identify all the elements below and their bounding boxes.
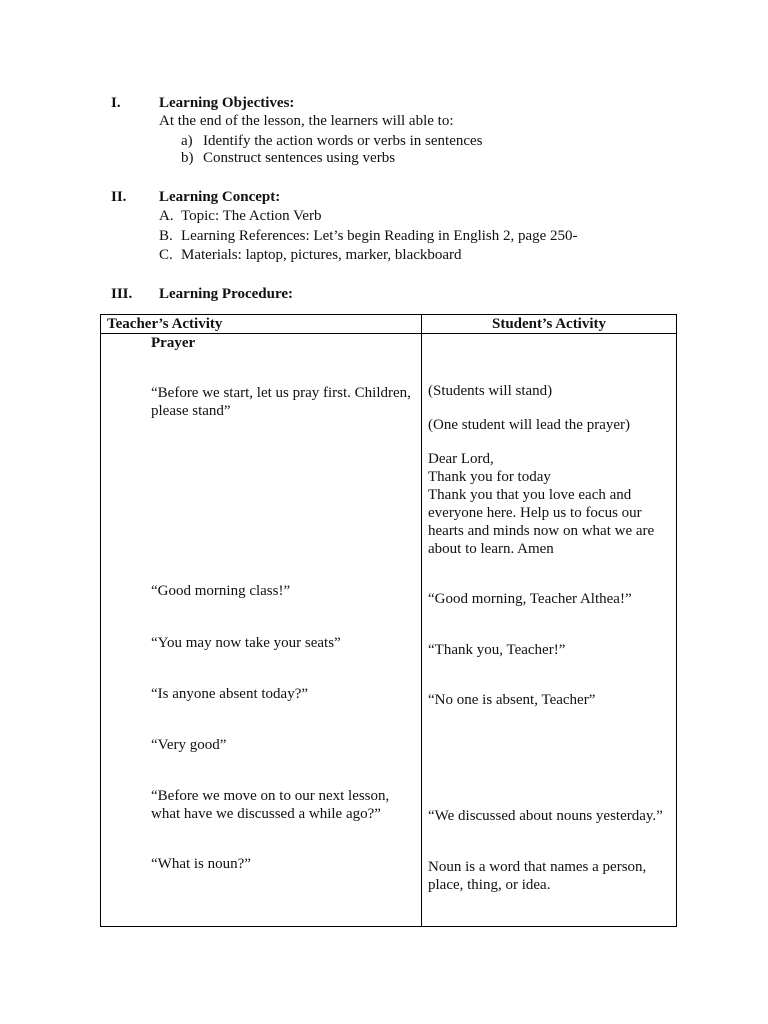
teacher-entry (151, 634, 341, 652)
student-entry (428, 641, 565, 659)
entry-line: “No one is absent, Teacher” (428, 692, 596, 708)
entry-line: hearts and minds now on what we are (428, 523, 655, 539)
column-header-student: Student’s Activity (491, 316, 607, 332)
list-item: Construct sentences using verbs (203, 150, 396, 166)
prayer-label: Prayer (151, 335, 196, 351)
student-entry (428, 382, 552, 400)
list-item: Topic: The Action Verb (181, 208, 322, 224)
entry-line: about to learn. Amen (428, 541, 554, 557)
entry-line: “What is noun?” (151, 856, 251, 872)
list-item: Identify the action words or verbs in sentences (203, 133, 483, 149)
entry-line: (Students will stand) (428, 383, 553, 399)
objectives-intro: At the end of the lesson, the learners will able to: (159, 113, 454, 129)
student-entry (428, 590, 632, 608)
entry-line: Noun is a word that names a person, (428, 859, 647, 875)
teacher-entry (151, 736, 226, 754)
list-marker: C. (159, 247, 173, 263)
section-numeral: II. (111, 189, 127, 205)
entry-line: “Before we start, let us pray first. Children, (151, 385, 411, 401)
entry-line: (One student will lead the prayer) (428, 417, 631, 433)
list-marker: B. (159, 228, 173, 244)
entry-line: what have we discussed a while ago?” (151, 806, 381, 822)
entry-line: Dear Lord, (428, 451, 494, 467)
entry-line: “You may now take your seats” (151, 635, 341, 651)
student-prayer (428, 450, 654, 558)
entry-line: Thank you that you love each and (428, 487, 632, 503)
teacher-entry (151, 855, 251, 873)
list-marker: a) (181, 133, 193, 149)
student-entry (428, 858, 646, 894)
list-item: Materials: laptop, pictures, marker, blackboard (181, 247, 462, 263)
section-heading: Learning Objectives: (159, 95, 295, 111)
entry-line: “Very good” (151, 737, 227, 753)
teacher-entry (151, 787, 389, 823)
entry-line: “Is anyone absent today?” (151, 686, 309, 702)
teacher-entry (151, 384, 411, 420)
teacher-entry (151, 582, 290, 600)
entry-line: please stand” (151, 403, 231, 419)
list-item: Learning References: Let’s begin Reading in English 2, page 250- (181, 228, 578, 244)
entry-line: “Thank you, Teacher!” (428, 642, 566, 658)
column-header-teacher: Teacher’s Activity (107, 316, 223, 332)
entry-line: everyone here. Help us to focus our (428, 505, 642, 521)
entry-line: “Good morning class!” (151, 583, 291, 599)
entry-line: place, thing, or idea. (428, 877, 551, 893)
student-entry (428, 416, 630, 434)
entry-line: “We discussed about nouns yesterday.” (428, 808, 663, 824)
section-heading: Learning Procedure: (159, 286, 294, 302)
entry-line: “Before we move on to our next lesson, (151, 788, 390, 804)
section-numeral: III. (111, 286, 133, 302)
entry-line: “Good morning, Teacher Althea!” (428, 591, 632, 607)
list-marker: A. (159, 208, 174, 224)
entry-line: Thank you for today (428, 469, 551, 485)
section-numeral: I. (111, 95, 121, 111)
student-entry (428, 691, 595, 709)
table-column-divider (421, 315, 422, 926)
teacher-entry (151, 685, 308, 703)
list-marker: b) (181, 150, 194, 166)
student-entry (428, 807, 663, 825)
section-heading: Learning Concept: (159, 189, 281, 205)
